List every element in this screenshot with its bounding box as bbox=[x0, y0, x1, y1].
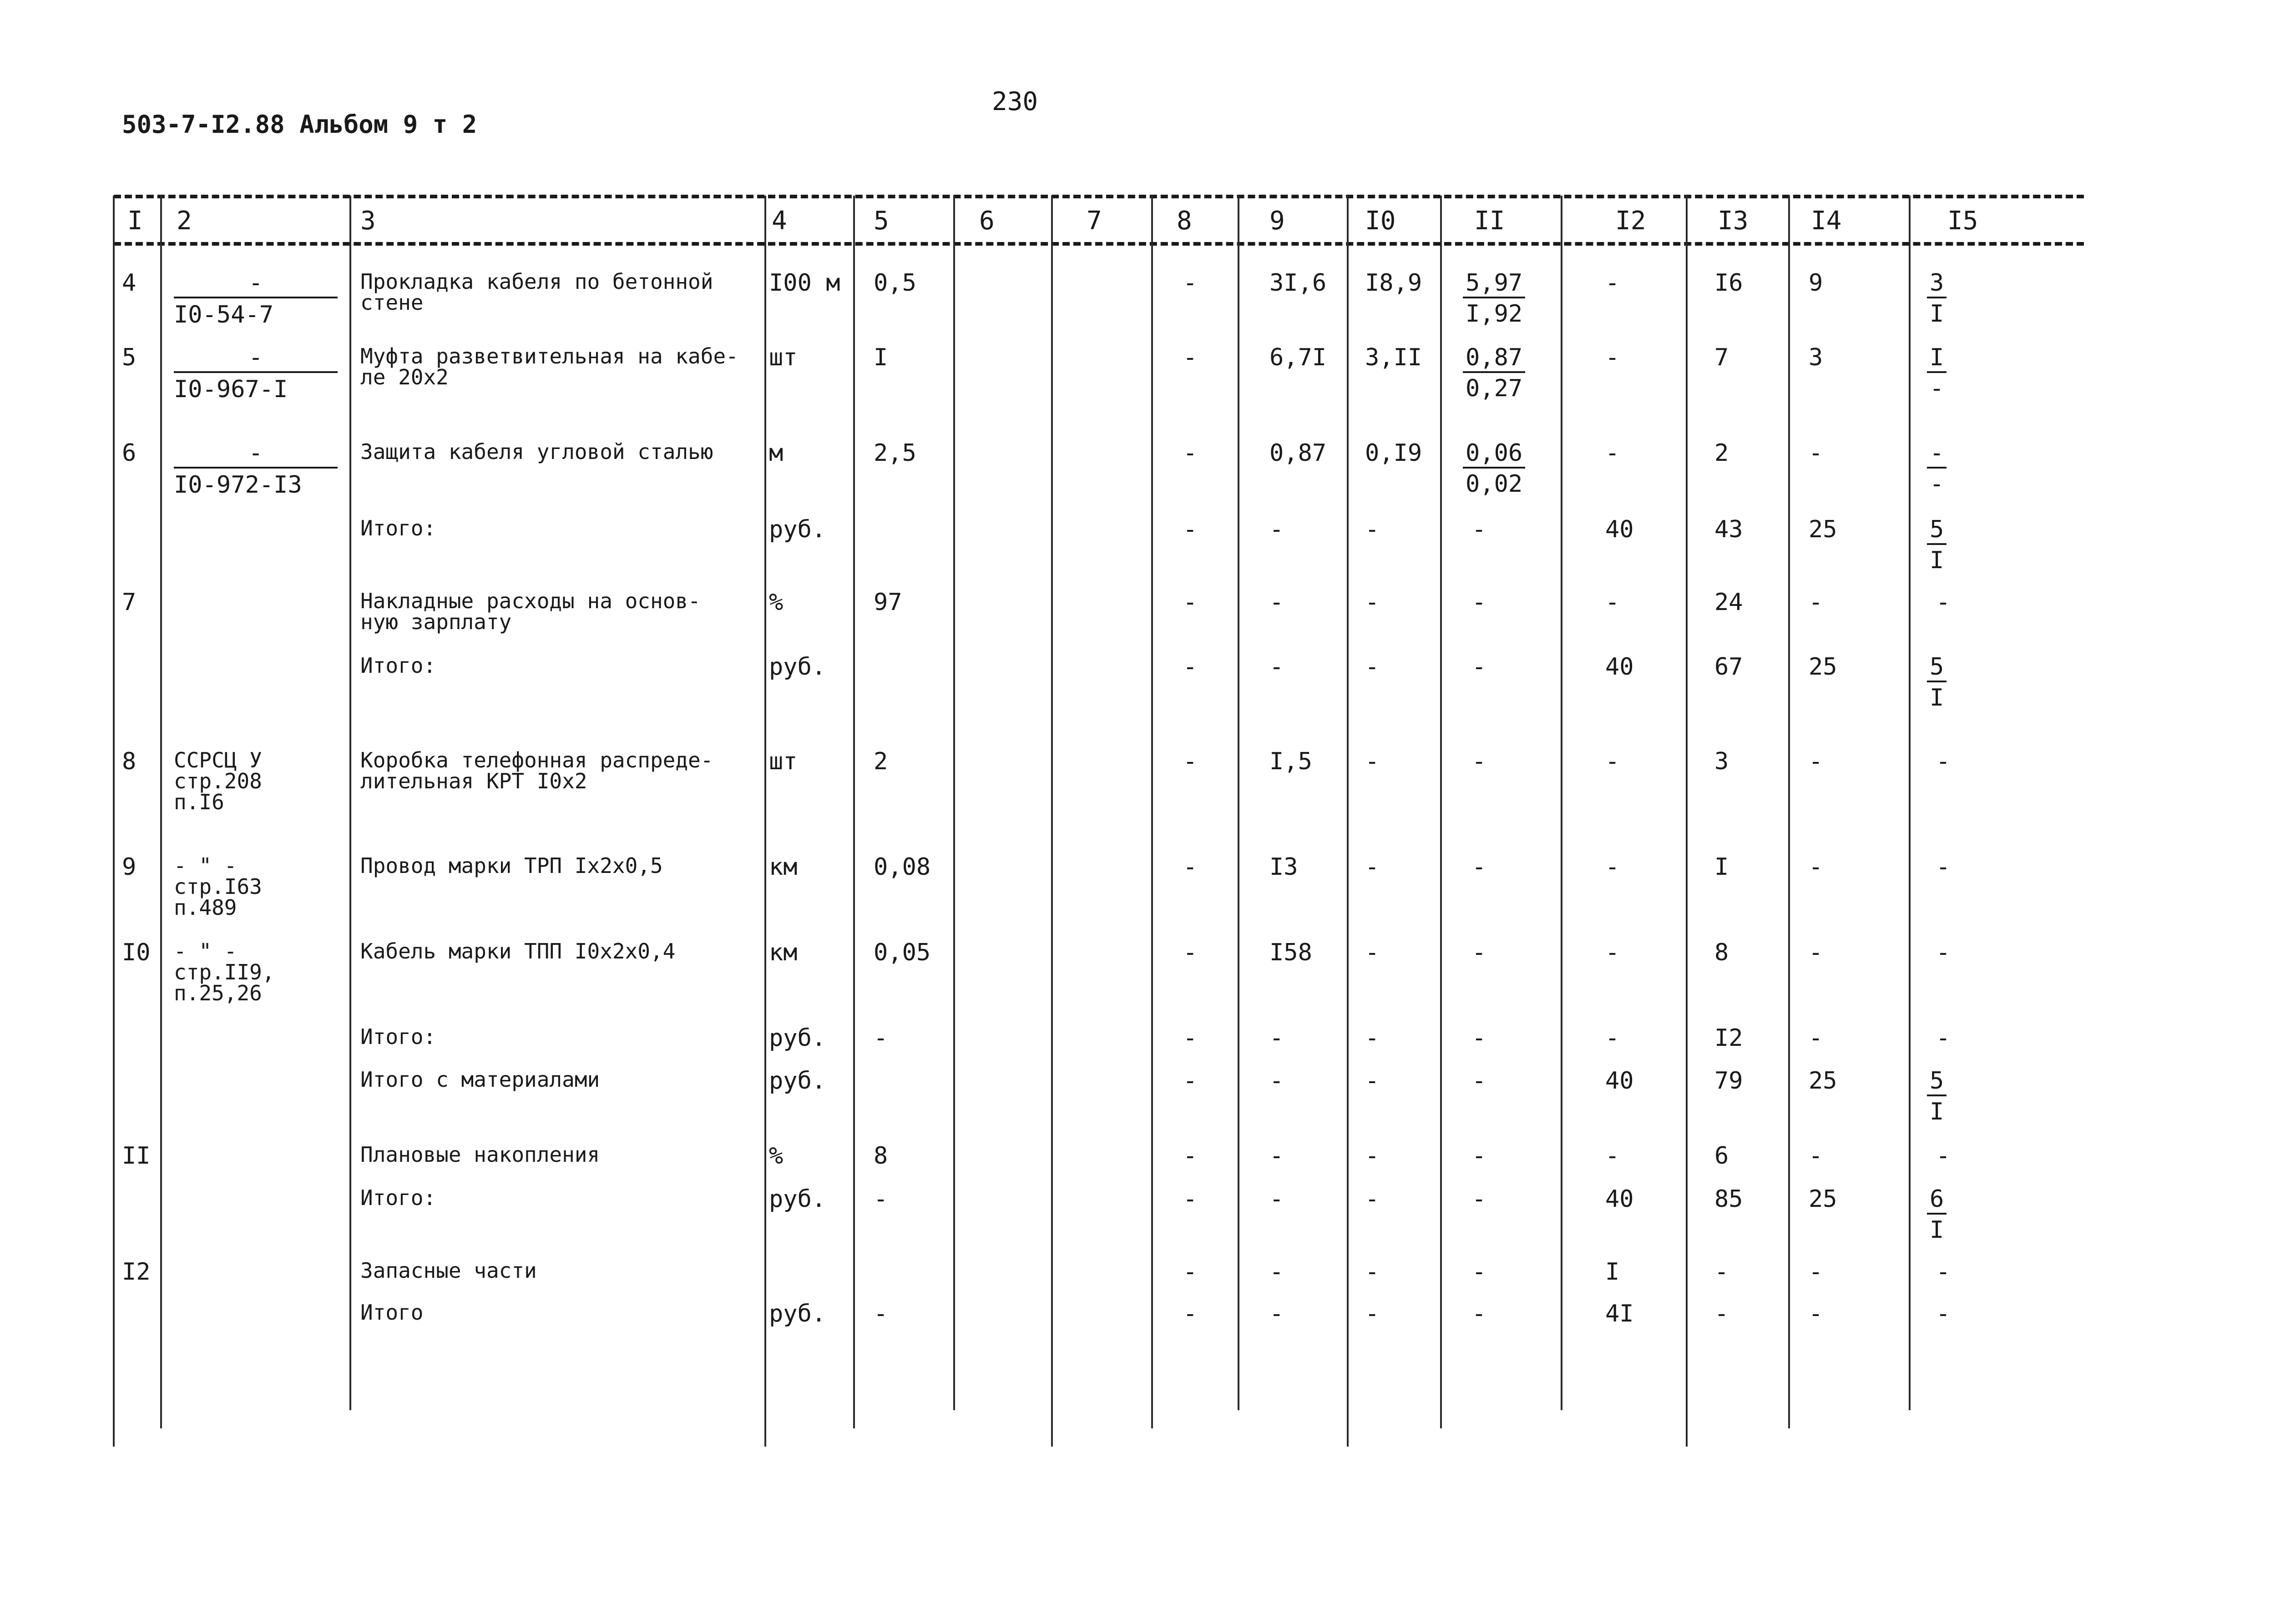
cell-c11-fraction-numerator: 0,06 bbox=[1463, 441, 1525, 469]
work-description: Плановые накопления bbox=[360, 1142, 600, 1167]
cell-c8: - bbox=[1183, 1142, 1198, 1170]
unit: % bbox=[769, 589, 784, 616]
work-description: Накладные расходы на основ- ную зарплату bbox=[360, 589, 701, 634]
column-header: II bbox=[1474, 206, 1505, 236]
cell-c10: - bbox=[1365, 1142, 1380, 1170]
cell-c12: 4I bbox=[1605, 1300, 1634, 1327]
column-rule bbox=[953, 196, 955, 1410]
cell-c11-fraction bbox=[1463, 346, 1525, 400]
column-header: I3 bbox=[1718, 206, 1749, 236]
cell-c8: - bbox=[1183, 516, 1198, 543]
cell-c10: 3,II bbox=[1365, 344, 1422, 371]
cell-c10: - bbox=[1365, 516, 1380, 543]
cell-c9: - bbox=[1269, 1024, 1284, 1052]
column-header: I5 bbox=[1947, 206, 1978, 236]
column-header: 6 bbox=[979, 206, 995, 236]
cell-c11: - bbox=[1472, 1024, 1486, 1052]
column-header: 4 bbox=[772, 206, 787, 236]
work-description: Итого с материалами bbox=[360, 1067, 600, 1092]
cell-c8: - bbox=[1183, 439, 1198, 467]
quantity: 2,5 bbox=[874, 439, 916, 467]
cell-c12: I bbox=[1605, 1258, 1620, 1286]
cell-c11: - bbox=[1472, 748, 1486, 775]
column-rule bbox=[1686, 196, 1688, 1447]
cell-c9: - bbox=[1269, 1142, 1284, 1170]
cell-c12: - bbox=[1605, 748, 1620, 775]
cell-c15-fraction-numerator: 6 bbox=[1927, 1187, 1946, 1215]
cell-c15-fraction-denominator: - bbox=[1930, 375, 1944, 402]
unit: руб. bbox=[769, 1300, 826, 1327]
cell-c15-fraction-denominator: I bbox=[1930, 684, 1944, 711]
row-number: 9 bbox=[122, 853, 136, 881]
cell-c14: - bbox=[1809, 1300, 1823, 1327]
cell-c15-fraction bbox=[1927, 346, 1946, 400]
cell-c11: - bbox=[1472, 589, 1486, 616]
row-number: I2 bbox=[122, 1258, 151, 1286]
quantity: - bbox=[874, 1024, 888, 1052]
cell-c15-fraction bbox=[1927, 441, 1946, 496]
column-header: 8 bbox=[1177, 206, 1192, 236]
cell-c10: - bbox=[1365, 1258, 1380, 1286]
unit: км bbox=[769, 939, 798, 966]
cell-c8: - bbox=[1183, 269, 1198, 297]
unit: км bbox=[769, 853, 798, 881]
cell-c13: 3 bbox=[1714, 748, 1729, 775]
document-reference: 503-7-I2.88 Альбом 9 т 2 bbox=[122, 110, 477, 139]
cell-c10: 0,I9 bbox=[1365, 439, 1422, 467]
cell-c12: 40 bbox=[1605, 1067, 1634, 1094]
cell-c13: 43 bbox=[1714, 516, 1743, 543]
column-rule bbox=[1347, 196, 1349, 1447]
column-rule bbox=[349, 196, 351, 1410]
cell-c11: - bbox=[1472, 853, 1486, 881]
row-number: 4 bbox=[122, 269, 136, 297]
cell-c15-fraction-numerator: 5 bbox=[1927, 518, 1946, 545]
row-number: I0 bbox=[122, 939, 151, 966]
column-rule bbox=[1440, 196, 1442, 1428]
quantity: - bbox=[874, 1300, 888, 1327]
cell-c12: - bbox=[1605, 939, 1620, 966]
cell-c10: - bbox=[1365, 1300, 1380, 1327]
cell-c8: - bbox=[1183, 1024, 1198, 1052]
cell-c11-fraction-denominator: 0,02 bbox=[1466, 470, 1523, 498]
cell-c15-fraction bbox=[1927, 1187, 1946, 1242]
column-header: 2 bbox=[177, 206, 192, 236]
cell-c12: - bbox=[1605, 589, 1620, 616]
cell-c9: 3I,6 bbox=[1269, 269, 1327, 297]
quantity: 0,08 bbox=[874, 853, 931, 881]
cell-c14: 25 bbox=[1809, 516, 1837, 543]
column-rule bbox=[853, 196, 855, 1428]
cell-c11: - bbox=[1472, 516, 1486, 543]
cell-c15-fraction-denominator: I bbox=[1930, 300, 1944, 328]
citation-code: I0-972-I3 bbox=[174, 471, 302, 499]
cell-c12: - bbox=[1605, 853, 1620, 881]
unit: I00 м bbox=[769, 269, 840, 297]
cell-c13: 8 bbox=[1714, 939, 1729, 966]
work-description: Итого: bbox=[360, 516, 436, 540]
column-rule bbox=[160, 196, 162, 1428]
norm-citation bbox=[174, 441, 338, 497]
unit: руб. bbox=[769, 516, 826, 543]
unit: % bbox=[769, 1142, 784, 1170]
cell-c13: 79 bbox=[1714, 1067, 1743, 1094]
cell-c15-fraction-denominator: I bbox=[1930, 1098, 1944, 1125]
cell-c11: - bbox=[1472, 1067, 1486, 1094]
work-description: Итого bbox=[360, 1300, 424, 1325]
column-rule bbox=[1051, 196, 1053, 1447]
cell-c13: 85 bbox=[1714, 1185, 1743, 1213]
cell-c14: - bbox=[1809, 439, 1823, 467]
unit: м bbox=[769, 439, 784, 467]
cell-c13: I6 bbox=[1714, 269, 1743, 297]
cell-c15: - bbox=[1936, 1300, 1951, 1327]
cell-c9: - bbox=[1269, 1258, 1284, 1286]
work-description: Провод марки ТРП Iх2х0,5 bbox=[360, 853, 663, 878]
cell-c13: 7 bbox=[1714, 344, 1729, 371]
citation-numerator: - bbox=[174, 346, 338, 373]
quantity: - bbox=[874, 1185, 888, 1213]
cell-c9: 0,87 bbox=[1269, 439, 1327, 467]
row-number: 8 bbox=[122, 748, 136, 775]
cell-c12: - bbox=[1605, 1024, 1620, 1052]
cell-c8: - bbox=[1183, 344, 1198, 371]
cell-c15-fraction-denominator: - bbox=[1930, 470, 1944, 498]
cell-c10: - bbox=[1365, 1067, 1380, 1094]
cell-c10: - bbox=[1365, 653, 1380, 681]
cell-c15: - bbox=[1936, 589, 1951, 616]
norm-citation bbox=[174, 346, 338, 401]
column-header: 7 bbox=[1087, 206, 1102, 236]
column-header: I4 bbox=[1811, 206, 1842, 236]
unit: руб. bbox=[769, 1024, 826, 1052]
row-number: 7 bbox=[122, 589, 136, 616]
quantity: 0,05 bbox=[874, 939, 931, 966]
cell-c15-fraction bbox=[1927, 518, 1946, 572]
quantity: I bbox=[874, 344, 888, 371]
cell-c15-fraction bbox=[1927, 1069, 1946, 1124]
work-description: Прокладка кабеля по бетонной стене bbox=[360, 269, 713, 315]
cell-c14: - bbox=[1809, 1024, 1823, 1052]
work-description: Итого: bbox=[360, 653, 436, 678]
cell-c15-fraction-numerator: 5 bbox=[1927, 1069, 1946, 1096]
cell-c12: 40 bbox=[1605, 1185, 1634, 1213]
unit: руб. bbox=[769, 1067, 826, 1094]
column-rule bbox=[1909, 196, 1911, 1410]
cell-c9: - bbox=[1269, 1067, 1284, 1094]
norm-citation bbox=[174, 271, 338, 327]
unit: шт bbox=[769, 344, 798, 371]
cell-c14: 9 bbox=[1809, 269, 1823, 297]
cell-c11: - bbox=[1472, 1258, 1486, 1286]
work-description: Запасные части bbox=[360, 1258, 537, 1283]
column-rule bbox=[1151, 196, 1153, 1428]
cell-c12: 40 bbox=[1605, 653, 1634, 681]
work-description: Коробка телефонная распреде- лительная КРТ I0x2 bbox=[360, 748, 713, 793]
work-description: Муфта разветвительная на кабе- ле 20x2 bbox=[360, 344, 738, 389]
cell-c10: - bbox=[1365, 1185, 1380, 1213]
work-description: Кабель марки ТПП I0х2х0,4 bbox=[360, 939, 676, 963]
column-rule bbox=[764, 196, 766, 1447]
cell-c10: I8,9 bbox=[1365, 269, 1422, 297]
cell-c13: 2 bbox=[1714, 439, 1729, 467]
norm-citation: - " - стр.II9, п.25,26 bbox=[174, 939, 275, 1005]
cell-c8: - bbox=[1183, 589, 1198, 616]
cell-c14: 25 bbox=[1809, 1185, 1837, 1213]
citation-numerator: - bbox=[174, 441, 338, 469]
cell-c12: - bbox=[1605, 344, 1620, 371]
cell-c11: - bbox=[1472, 939, 1486, 966]
cell-c8: - bbox=[1183, 653, 1198, 681]
cell-c15: - bbox=[1936, 1258, 1951, 1286]
column-rule bbox=[1561, 196, 1562, 1410]
cell-c10: - bbox=[1365, 853, 1380, 881]
cell-c15: - bbox=[1936, 939, 1951, 966]
cell-c11: - bbox=[1472, 653, 1486, 681]
unit: руб. bbox=[769, 1185, 826, 1213]
cell-c8: - bbox=[1183, 1067, 1198, 1094]
cell-c11-fraction-denominator: 0,27 bbox=[1466, 375, 1523, 402]
cell-c11-fraction bbox=[1463, 271, 1525, 326]
cell-c8: - bbox=[1183, 1258, 1198, 1286]
column-rule bbox=[113, 196, 115, 1447]
citation-code: I0-967-I bbox=[174, 376, 288, 403]
cell-c15-fraction bbox=[1927, 655, 1946, 710]
cell-c12: - bbox=[1605, 269, 1620, 297]
cell-c13: 24 bbox=[1714, 589, 1743, 616]
cell-c9: - bbox=[1269, 653, 1284, 681]
cell-c14: - bbox=[1809, 1258, 1823, 1286]
cell-c11: - bbox=[1472, 1142, 1486, 1170]
cell-c13: 67 bbox=[1714, 653, 1743, 681]
column-rule bbox=[1788, 196, 1790, 1428]
column-header: 3 bbox=[360, 206, 376, 236]
cell-c11: - bbox=[1472, 1300, 1486, 1327]
cell-c13: - bbox=[1714, 1300, 1729, 1327]
cell-c9: - bbox=[1269, 1185, 1284, 1213]
row-number: 6 bbox=[122, 439, 136, 467]
cell-c10: - bbox=[1365, 589, 1380, 616]
cell-c15-fraction-denominator: I bbox=[1930, 547, 1944, 574]
cell-c10: - bbox=[1365, 1024, 1380, 1052]
cell-c8: - bbox=[1183, 1185, 1198, 1213]
cell-c13: I bbox=[1714, 853, 1729, 881]
cell-c13: 6 bbox=[1714, 1142, 1729, 1170]
work-description: Итого: bbox=[360, 1024, 436, 1049]
cell-c8: - bbox=[1183, 748, 1198, 775]
cell-c10: - bbox=[1365, 748, 1380, 775]
cell-c12: - bbox=[1605, 439, 1620, 467]
work-description: Итого: bbox=[360, 1185, 436, 1210]
column-header: I2 bbox=[1615, 206, 1646, 236]
citation-code: I0-54-7 bbox=[174, 301, 274, 328]
column-header: I bbox=[127, 206, 143, 236]
citation-numerator: - bbox=[174, 271, 338, 298]
cell-c14: - bbox=[1809, 939, 1823, 966]
quantity: 0,5 bbox=[874, 269, 916, 297]
page-number: 230 bbox=[992, 87, 1038, 116]
cell-c15: - bbox=[1936, 853, 1951, 881]
quantity: 8 bbox=[874, 1142, 888, 1170]
cell-c11: - bbox=[1472, 1185, 1486, 1213]
cell-c9: - bbox=[1269, 589, 1284, 616]
cell-c14: - bbox=[1809, 589, 1823, 616]
column-header: I0 bbox=[1365, 206, 1396, 236]
cell-c15: - bbox=[1936, 1142, 1951, 1170]
unit: руб. bbox=[769, 653, 826, 681]
column-rule bbox=[1238, 196, 1239, 1410]
cell-c11-fraction bbox=[1463, 441, 1525, 496]
cell-c15-fraction-denominator: I bbox=[1930, 1216, 1944, 1244]
cell-c15-fraction bbox=[1927, 271, 1946, 326]
cell-c9: - bbox=[1269, 516, 1284, 543]
cell-c11-fraction-numerator: 0,87 bbox=[1463, 346, 1525, 373]
cell-c15-fraction-numerator: I bbox=[1927, 346, 1946, 373]
cell-c15: - bbox=[1936, 748, 1951, 775]
norm-citation: - " - стр.I63 п.489 bbox=[174, 853, 262, 920]
column-header: 9 bbox=[1269, 206, 1285, 236]
cell-c11-fraction-denominator: I,92 bbox=[1466, 300, 1523, 328]
cell-c8: - bbox=[1183, 1300, 1198, 1327]
cell-c9: I58 bbox=[1269, 939, 1312, 966]
work-description: Защита кабеля угловой сталью bbox=[360, 439, 713, 464]
cell-c10: - bbox=[1365, 939, 1380, 966]
row-number: II bbox=[122, 1142, 151, 1170]
cell-c13: I2 bbox=[1714, 1024, 1743, 1052]
cell-c14: 3 bbox=[1809, 344, 1823, 371]
cell-c12: - bbox=[1605, 1142, 1620, 1170]
cell-c9: 6,7I bbox=[1269, 344, 1327, 371]
cell-c15-fraction-numerator: 3 bbox=[1927, 271, 1946, 298]
cell-c9: I,5 bbox=[1269, 748, 1312, 775]
cell-c8: - bbox=[1183, 939, 1198, 966]
cell-c14: 25 bbox=[1809, 653, 1837, 681]
cell-c8: - bbox=[1183, 853, 1198, 881]
cell-c15-fraction-numerator: 5 bbox=[1927, 655, 1946, 682]
unit: шт bbox=[769, 748, 798, 775]
cell-c15: - bbox=[1936, 1024, 1951, 1052]
cell-c14: - bbox=[1809, 748, 1823, 775]
quantity: 2 bbox=[874, 748, 888, 775]
cell-c9: - bbox=[1269, 1300, 1284, 1327]
row-number: 5 bbox=[122, 344, 136, 371]
cell-c13: - bbox=[1714, 1258, 1729, 1286]
cell-c15-fraction-numerator: - bbox=[1927, 441, 1946, 469]
column-header: 5 bbox=[874, 206, 889, 236]
cell-c14: - bbox=[1809, 1142, 1823, 1170]
cell-c14: 25 bbox=[1809, 1067, 1837, 1094]
cell-c9: I3 bbox=[1269, 853, 1298, 881]
cell-c12: 40 bbox=[1605, 516, 1634, 543]
cell-c14: - bbox=[1809, 853, 1823, 881]
quantity: 97 bbox=[874, 589, 902, 616]
cell-c11-fraction-numerator: 5,97 bbox=[1463, 271, 1525, 298]
norm-citation: ССРСЦ У стр.208 п.I6 bbox=[174, 748, 262, 814]
